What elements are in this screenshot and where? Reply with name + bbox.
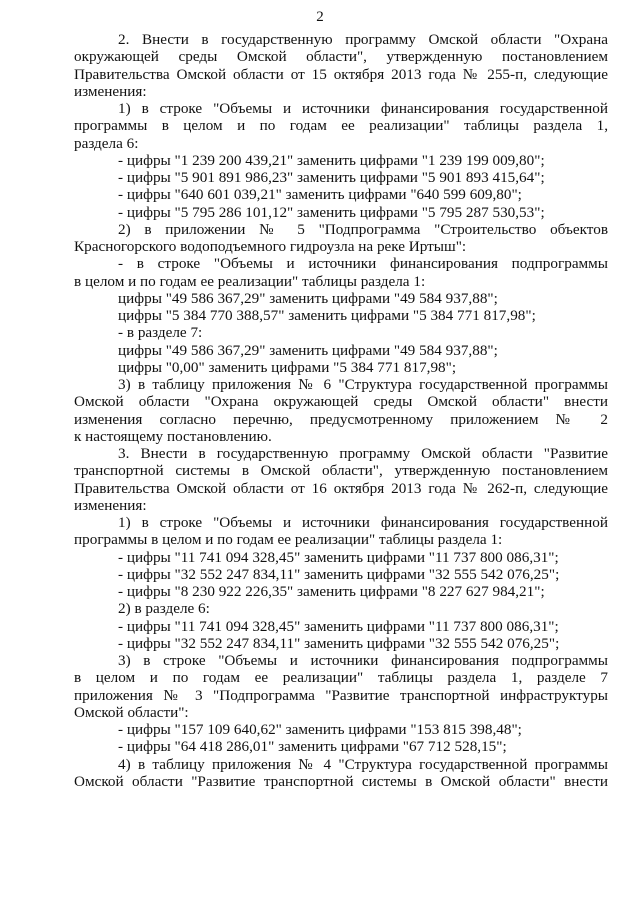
text-line: изменения: (74, 496, 147, 514)
text-line: 2) в приложении № 5 "Подпрограмма "Строительство объектов (118, 220, 608, 238)
text-line: Омской области "Развитие транспортной системы в Омской области" внести (74, 772, 608, 790)
text-line: - цифры "11 741 094 328,45" заменить цифрами "11 737 800 086,31"; (118, 617, 559, 635)
text-line: приложения № 3 "Подпрограмма "Развитие транспортной инфраструктуры (74, 686, 608, 704)
text-line: - цифры "64 418 286,01" заменить цифрами "67 712 528,15"; (118, 738, 507, 756)
text-line: раздела 6: (74, 134, 139, 152)
text-line: 4) в таблицу приложения № 4 "Структура государственной программы (118, 755, 608, 773)
text-line: - цифры "5 795 286 101,12" заменить цифрами "5 795 287 530,53"; (118, 203, 545, 221)
text-line: окружающей среды Омской области", утвержденную постановлением (74, 48, 608, 66)
text-line: - цифры "5 901 891 986,23" заменить цифрами "5 901 893 415,64"; (118, 169, 545, 186)
text-line: в целом и по годам ее реализации" таблицы раздела 1, разделе 7 (74, 669, 608, 687)
text-line: программы в целом и по годам ее реализации" таблицы раздела 1: (74, 531, 503, 549)
text-line: 3) в строке "Объемы и источники финансирования подпрограммы (118, 652, 608, 669)
text-line: Красногорского водоподъемного гидроузла на реке Иртыш": (74, 238, 467, 255)
text-line: - цифры "11 741 094 328,45" заменить цифрами "11 737 800 086,31"; (118, 548, 559, 566)
text-line: - в разделе 7: (118, 324, 203, 342)
text-line: 1) в строке "Объемы и источники финансирования государственной (118, 100, 608, 117)
text-line: - в строке "Объемы и источники финансирования подпрограммы (118, 255, 608, 273)
text-line: - цифры "640 601 039,21" заменить цифрами "640 599 609,80"; (118, 186, 522, 204)
text-line: Омской области": (74, 703, 189, 721)
text-line: 2. Внести в государственную программу Омской области "Охрана (118, 31, 608, 48)
text-line: - цифры "157 109 640,62" заменить цифрами "153 815 398,48"; (118, 721, 522, 738)
text-line: - цифры "1 239 200 439,21" заменить цифрами "1 239 199 009,80"; (118, 151, 545, 169)
text-line: программы в целом и по годам ее реализации" таблицы раздела 1, (74, 117, 608, 135)
text-line: цифры "49 586 367,29" заменить цифрами "49 584 937,88"; (118, 341, 498, 359)
text-line: Правительства Омской области от 15 октября 2013 года № 255-п, следующие (74, 65, 608, 83)
text-line: цифры "0,00" заменить цифрами "5 384 771 817,98"; (118, 358, 457, 376)
text-line: к настоящему постановлению. (74, 427, 272, 445)
text-line: изменения согласно перечню, предусмотренному приложением № 2 (74, 410, 608, 428)
text-line: Омской области "Охрана окружающей среды Омской области" внести (74, 393, 608, 411)
text-line: 2) в разделе 6: (118, 600, 210, 618)
text-line: цифры "5 384 770 388,57" заменить цифрами "5 384 771 817,98"; (118, 307, 536, 324)
text-line: в целом и по годам ее реализации" таблицы раздела 1: (74, 272, 426, 290)
text-line: Правительства Омской области от 16 октября 2013 года № 262-п, следующие (74, 479, 608, 497)
page-number: 2 (316, 9, 324, 25)
text-line: 3) в таблицу приложения № 6 "Структура государственной программы (118, 376, 608, 393)
text-line: изменения: (74, 82, 147, 100)
text-line: - цифры "8 230 922 226,35" заменить цифрами "8 227 627 984,21"; (118, 583, 545, 600)
text-line: 1) в строке "Объемы и источники финансирования государственной (118, 514, 608, 531)
text-line: цифры "49 586 367,29" заменить цифрами "49 584 937,88"; (118, 289, 498, 307)
text-line: 3. Внести в государственную программу Омской области "Развитие (118, 445, 608, 462)
text-line: - цифры "32 552 247 834,11" заменить цифрами "32 555 542 076,25"; (118, 565, 560, 583)
text-line: - цифры "32 552 247 834,11" заменить цифрами "32 555 542 076,25"; (118, 634, 560, 652)
text-line: транспортной системы в Омской области", утвержденную постановлением (74, 462, 608, 480)
document-body (74, 31, 608, 790)
